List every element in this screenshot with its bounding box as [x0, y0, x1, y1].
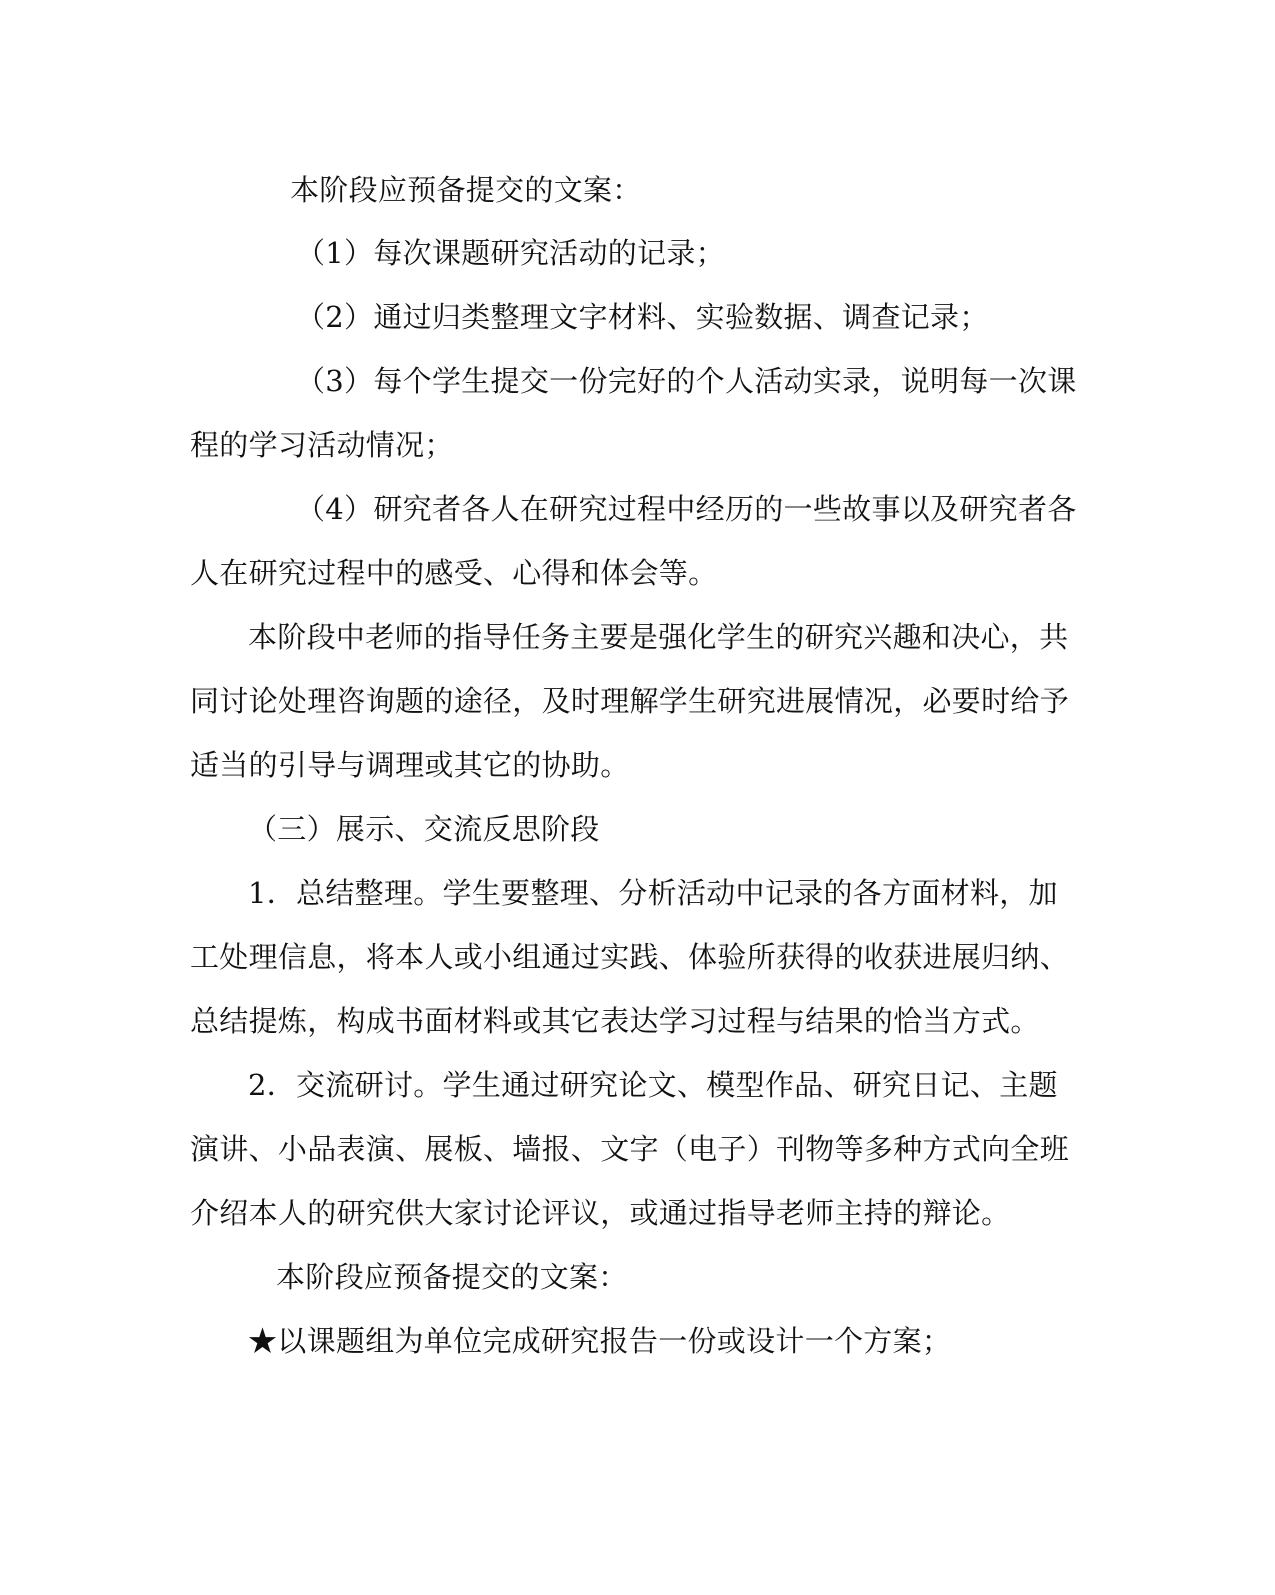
text-line-14: 总结提炼，构成书面材料或其它表达学习过程与结果的恰当方式。: [190, 1004, 1040, 1038]
text-line-5: 程的学习活动情况；: [190, 428, 454, 462]
text-line-2: （1）每次课题研究活动的记录；: [296, 236, 725, 270]
text-line-9: 同讨论处理咨询题的途径，及时理解学生研究进展情况，必要时给予: [190, 684, 1070, 718]
text-line-19: ★以课题组为单位完成研究报告一份或设计一个方案；: [248, 1324, 952, 1358]
text-line-12: 1．总结整理。学生要整理、分析活动中记录的各方面材料，加: [248, 876, 1058, 910]
text-line-8: 本阶段中老师的指导任务主要是强化学生的研究兴趣和决心，共: [248, 620, 1069, 654]
text-line-17: 介绍本人的研究供大家讨论评议，或通过指导老师主持的辩论。: [190, 1196, 1011, 1230]
text-line-13: 工处理信息，将本人或小组通过实践、体验所获得的收获进展归纳、: [190, 940, 1070, 974]
text-line-3: （2）通过归类整理文字材料、实验数据、调查记录；: [296, 300, 989, 334]
text-line-18: 本阶段应预备提交的文案：: [276, 1260, 628, 1294]
text-line-4: （3）每个学生提交一份完好的个人活动实录，说明每一次课: [296, 364, 1077, 398]
text-line-7: 人在研究过程中的感受、心得和体会等。: [190, 556, 718, 590]
text-line-15: 2．交流研讨。学生通过研究论文、模型作品、研究日记、主题: [248, 1068, 1058, 1102]
text-line-6: （4）研究者各人在研究过程中经历的一些故事以及研究者各: [296, 492, 1077, 526]
text-line-10: 适当的引导与调理或其它的协助。: [190, 748, 630, 782]
section-heading: （三）展示、交流反思阶段: [248, 812, 600, 846]
text-line-16: 演讲、小品表演、展板、墙报、文字（电子）刊物等多种方式向全班: [190, 1132, 1070, 1166]
text-line-1: 本阶段应预备提交的文案：: [290, 173, 642, 207]
